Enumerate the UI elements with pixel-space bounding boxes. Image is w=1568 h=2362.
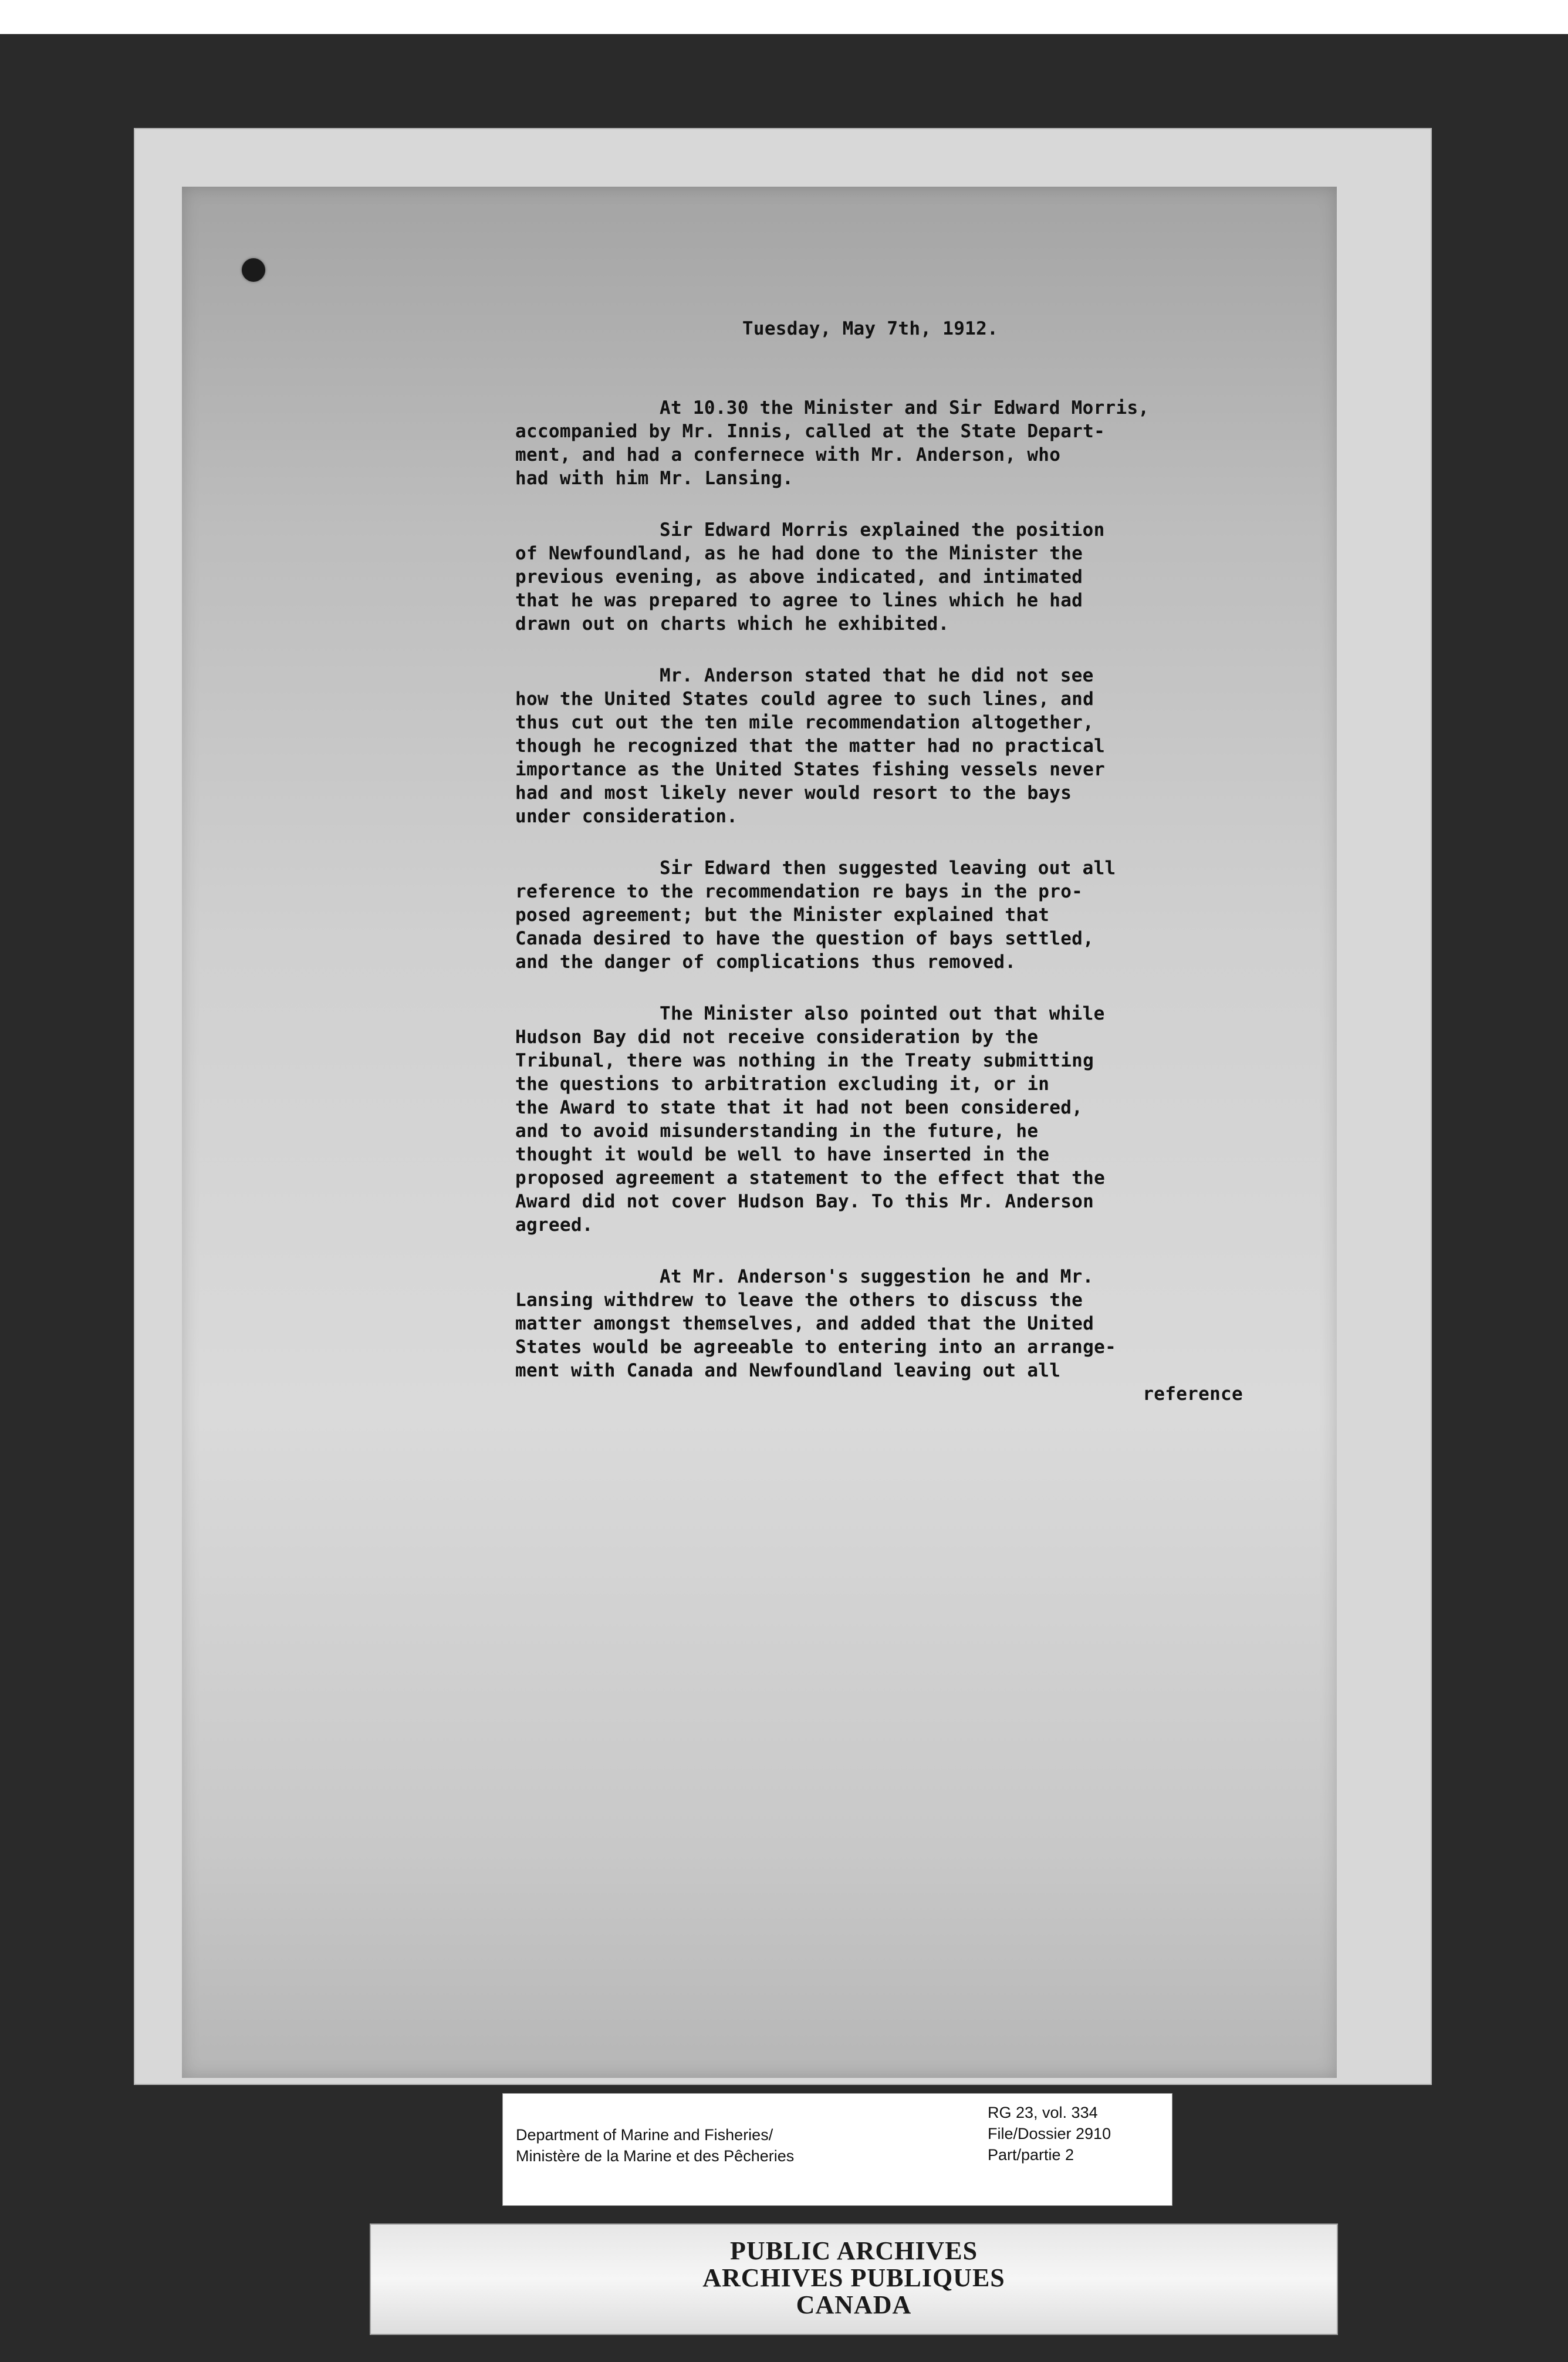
stamp-line-en: PUBLIC ARCHIVES bbox=[729, 2236, 978, 2265]
text-line: Canada desired to have the question of bays settled, bbox=[515, 928, 1094, 949]
label-department bbox=[516, 2124, 794, 2167]
text-line: reference to the recommendation re bays in the pro- bbox=[515, 881, 1083, 902]
part-number: Part/partie 2 bbox=[988, 2146, 1074, 2164]
text-line: importance as the United States fishing vessels never bbox=[515, 759, 1106, 780]
paragraph bbox=[515, 1002, 1296, 1237]
paragraph bbox=[515, 396, 1296, 490]
text-line: Sir Edward Morris explained the position bbox=[660, 519, 1105, 541]
text-line: thus cut out the ten mile recommendation altogether, bbox=[515, 712, 1094, 733]
paragraph bbox=[515, 664, 1296, 828]
text-line: Tribunal, there was nothing in the Treaty submitting bbox=[515, 1050, 1094, 1071]
text-line: ment with Canada and Newfoundland leaving out all bbox=[515, 1360, 1061, 1381]
text-line: States would be agreeable to entering into an arrange- bbox=[515, 1337, 1117, 1358]
text-line: had with him Mr. Lansing. bbox=[515, 468, 794, 489]
stamp-text bbox=[371, 2238, 1337, 2319]
text-line: under consideration. bbox=[515, 806, 738, 827]
file-number: File/Dossier 2910 bbox=[988, 2125, 1111, 2142]
text-line: and the danger of complications thus removed. bbox=[515, 951, 1016, 973]
text-line: Sir Edward then suggested leaving out all bbox=[660, 858, 1116, 879]
text-line: Mr. Anderson stated that he did not see bbox=[660, 665, 1094, 686]
text-line: matter amongst themselves, and added that the United bbox=[515, 1313, 1094, 1334]
paragraph bbox=[515, 518, 1296, 636]
text-line: the Award to state that it had not been considered, bbox=[515, 1097, 1083, 1118]
catchword: reference bbox=[1143, 1384, 1243, 1405]
text-line: of Newfoundland, as he had done to the Minister the bbox=[515, 543, 1083, 564]
text-line: drawn out on charts which he exhibited. bbox=[515, 613, 949, 635]
record-group: RG 23, vol. 334 bbox=[988, 2104, 1098, 2121]
department-fr: Ministère de la Marine et des Pêcheries bbox=[516, 2147, 795, 2165]
text-line: previous evening, as above indicated, and intimated bbox=[515, 566, 1083, 588]
letter-body bbox=[515, 317, 1296, 1406]
text-line: At 10.30 the Minister and Sir Edward Morris, bbox=[660, 397, 1150, 419]
text-line: The Minister also pointed out that while bbox=[660, 1003, 1105, 1024]
film-edge bbox=[0, 0, 1568, 34]
text-line: Hudson Bay did not receive consideration by the bbox=[515, 1027, 1039, 1048]
text-line: At Mr. Anderson's suggestion he and Mr. bbox=[660, 1266, 1094, 1287]
text-line: Lansing withdrew to leave the others to discuss the bbox=[515, 1290, 1083, 1311]
text-line: and to avoid misunderstanding in the future, he bbox=[515, 1121, 1039, 1142]
stamp-line-fr: ARCHIVES PUBLIQUES bbox=[702, 2263, 1005, 2292]
text-line: Award did not cover Hudson Bay. To this Mr. Anderson bbox=[515, 1191, 1094, 1212]
text-line: had and most likely never would resort to the bays bbox=[515, 782, 1072, 804]
text-line: agreed. bbox=[515, 1214, 593, 1236]
archive-label bbox=[502, 2093, 1172, 2206]
stamp-line-country: CANADA bbox=[796, 2290, 912, 2319]
text-line: ment, and had a confernece with Mr. Anderson, who bbox=[515, 444, 1061, 465]
punch-hole-icon bbox=[242, 258, 265, 282]
text-line: accompanied by Mr. Innis, called at the State Depart- bbox=[515, 421, 1106, 442]
text-line: the questions to arbitration excluding it, or in bbox=[515, 1074, 1050, 1095]
text-line: thought it would be well to have inserted in the bbox=[515, 1144, 1050, 1165]
letter-date: Tuesday, May 7th, 1912. bbox=[742, 318, 999, 339]
text-line: though he recognized that the matter had no practical bbox=[515, 735, 1106, 757]
text-line: how the United States could agree to such lines, and bbox=[515, 689, 1094, 710]
archives-stamp bbox=[370, 2223, 1338, 2335]
text-line: that he was prepared to agree to lines which he had bbox=[515, 590, 1083, 611]
label-reference bbox=[988, 2102, 1111, 2165]
paragraph bbox=[515, 1265, 1296, 1406]
text-line: posed agreement; but the Minister explained that bbox=[515, 905, 1050, 926]
paragraph bbox=[515, 856, 1296, 974]
text-line: proposed agreement a statement to the effect that the bbox=[515, 1167, 1106, 1189]
department-en: Department of Marine and Fisheries/ bbox=[516, 2126, 773, 2144]
